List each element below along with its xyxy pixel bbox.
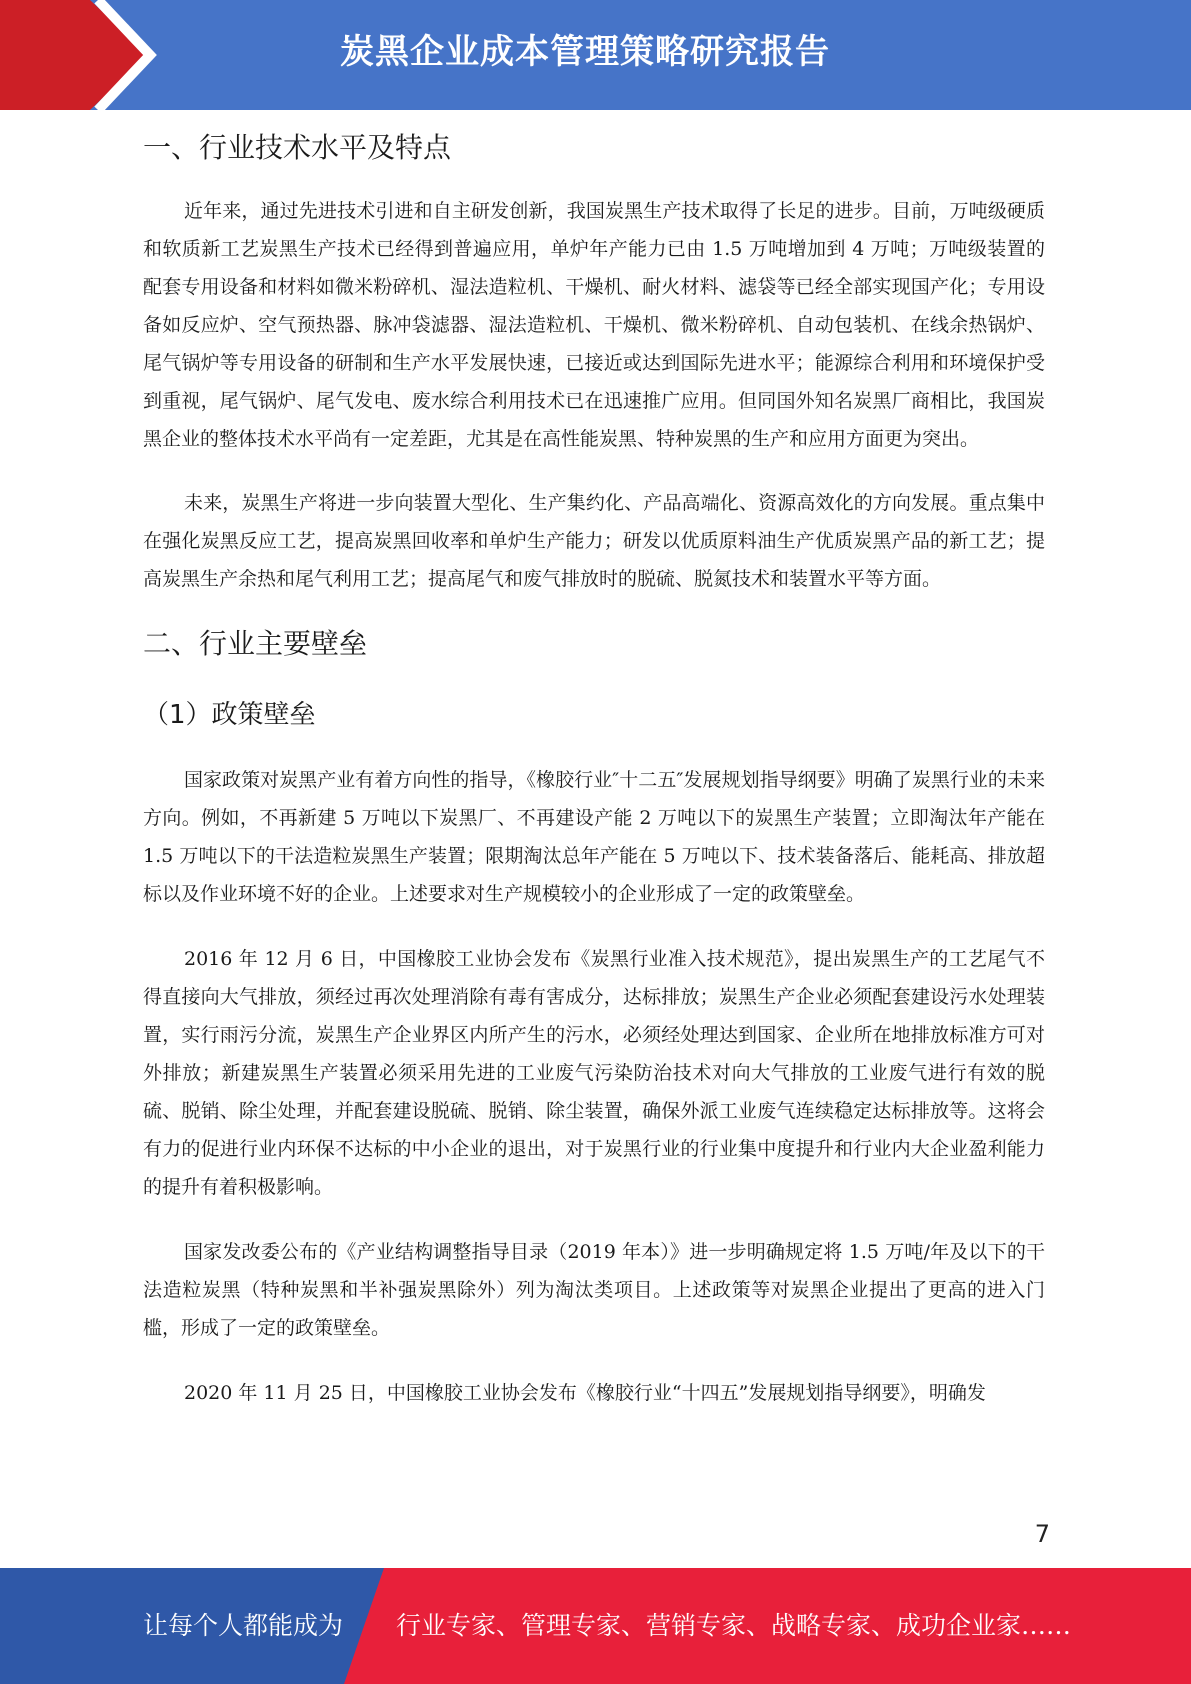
paragraph-policy-guidance: 国家政策对炭黑产业有着方向性的指导，《橡胶行业″十二五″发展规划指导纲要》明确了炭黑行业的未来方向。例如，不再新建 5 万吨以下炭黑厂、不再建设产能 2 万吨以下的炭黑生产装置；立即淘汰年产能在 1.5 万吨以下的干法造粒炭黑生产装置；限期淘汰总年产能在 5 万吨以下、技术装备落后、能耗高、排放超标以及作业环境不好的企业。上述要求对生产规模较小的企业形成了一定的政策壁垒。 [143,769,1045,905]
paragraph-tech-future: 未来，炭黑生产将进一步向装置大型化、生产集约化、产品高端化、资源高效化的方向发展。重点集中在强化炭黑反应工艺，提高炭黑回收率和单炉生产能力；研发以优质原料油生产优质炭黑产品的新工艺；提高炭黑生产余热和尾气利用工艺；提高尾气和废气排放时的脱硫、脱氮技术和装置水平等方面。 [143,492,1045,590]
footer-slogan-right: 行业专家、管理专家、营销专家、战略专家、成功企业家…… [396,1611,1072,1640]
footer-banner [0,1568,1191,1684]
paragraph-2020-plan: 2020 年 11 月 25 日，中国橡胶工业协会发布《橡胶行业“十四五”发展规划指导纲要》，明确发 [184,1382,986,1404]
document-title: 炭黑企业成本管理策略研究报告 [340,32,830,72]
header-banner [0,0,1191,110]
document-body [143,128,1045,1412]
paragraph-2016-regulation: 2016 年 12 月 6 日，中国橡胶工业协会发布《炭黑行业准入技术规范》，提出炭黑生产的工艺尾气不得直接向大气排放，须经过再次处理消除有毒有害成分，达标排放；炭黑生产企业必须配套建设污水处理装置，实行雨污分流，炭黑生产企业界区内所产生的污水，必须经处理达到国家、企业所在地排放标准方可对外排放；新建炭黑生产装置必须采用先进的工业废气污染防治技术对向大气排放的工业废气进行有效的脱硫、脱销、除尘处理，并配套建设脱硫、脱销、除尘装置，确保外派工业废气连续稳定达标排放等。这将会有力的促进行业内环保不达标的中小企业的退出，对于炭黑行业的行业集中度提升和行业内大企业盈利能力的提升有着积极影响。 [143,948,1045,1198]
paragraph-tech-status: 近年来，通过先进技术引进和自主研发创新，我国炭黑生产技术取得了长足的进步。目前，万吨级硬质和软质新工艺炭黑生产技术已经得到普遍应用，单炉年产能力已由 1.5 万吨增加到 4 万吨；万吨级装置的配套专用设备和材料如微米粉碎机、湿法造粒机、干燥机、耐火材料、滤袋等已经全部实现国产化；专用设备如反应炉、空气预热器、脉冲袋滤器、湿法造粒机、干燥机、微米粉碎机、自动包装机、在线余热锅炉、尾气锅炉等专用设备的研制和生产水平发展快速，已接近或达到国际先进水平；能源综合利用和环境保护受到重视，尾气锅炉、尾气发电、废水综合利用技术已在迅速推广应用。但同国外知名炭黑厂商相比，我国炭黑企业的整体技术水平尚有一定差距，尤其是在高性能炭黑、特种炭黑的生产和应用方面更为突出。 [143,200,1045,450]
footer-slogan-left: 让每个人都能成为 [143,1611,344,1640]
section-heading-tech-level: 一、行业技术水平及特点 [143,131,452,164]
page-number: 7 [1034,1520,1050,1548]
section-heading-barriers: 二、行业主要壁垒 [143,627,368,660]
paragraph-2019-catalogue: 国家发改委公布的《产业结构调整指导目录（2019 年本）》进一步明确规定将 1.5 万吨/年及以下的干法造粒炭黑（特种炭黑和半补强炭黑除外）列为淘汰类项目。上述政策等对炭黑企业提出了更高的进入门槛，形成了一定的政策壁垒。 [143,1241,1045,1339]
subsection-heading-policy-barrier: （1）政策壁垒 [143,700,316,730]
